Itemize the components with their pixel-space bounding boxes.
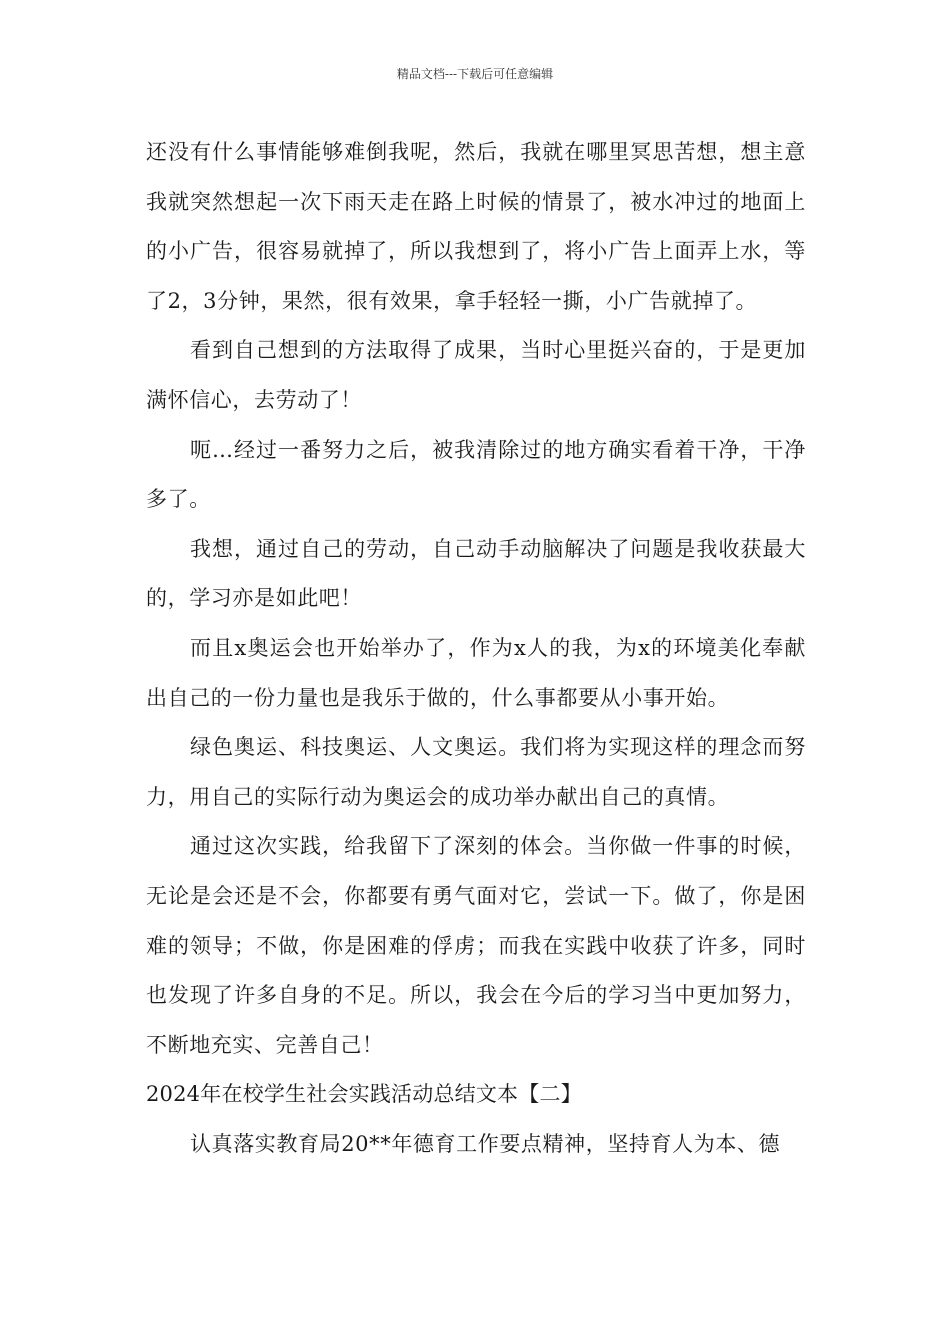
paragraph-4: 我想，通过自己的劳动，自己动手动脑解决了问题是我收获最大的，学习亦是如此吧！: [146, 536, 806, 611]
page-header: 精品文档---下载后可任意编辑: [396, 67, 554, 81]
paragraph-8: 认真落实教育局20**年德育工作要点精神，坚持育人为本、德: [190, 1131, 781, 1156]
document-body: [146, 128, 806, 1169]
section-heading: 2024年在校学生社会实践活动总结文本【二】: [146, 1082, 582, 1107]
paragraph-2: 看到自己想到的方法取得了成果，当时心里挺兴奋的，于是更加满怀信心，去劳动了！: [146, 338, 806, 412]
paragraph-6: 绿色奥运、科技奥运、人文奥运。我们将为实现这样的理念而努力，用自己的实际行动为奥运会的成功举办献出自己的真情。: [146, 735, 806, 809]
paragraph-5: 而且x奥运会也开始举办了，作为x人的我，为x的环境美化奉献出自己的一份力量也是我乐于做的，什么事都要从小事开始。: [146, 635, 806, 710]
paragraph-3: 呃…经过一番努力之后，被我清除过的地方确实看着干净，干净多了。: [146, 437, 806, 512]
paragraph-7: 通过这次实践，给我留下了深刻的体会。当你做一件事的时候，无论是会还是不会，你都要有勇气面对它，尝试一下。做了，你是困难的领导；不做，你是困难的俘虏；而我在实践中收获了许多，同时也发现了许多自身的不足。所以，我会在今后的学习当中更加努力，不断地充实、完善自己！: [146, 834, 806, 1057]
paragraph-1: 还没有什么事情能够难倒我呢，然后，我就在哪里冥思苦想，想主意我就突然想起一次下雨天走在路上时候的情景了，被水冲过的地面上的小广告，很容易就掉了，所以我想到了，将小广告上面弄上水，等了2，3分钟，果然，很有效果，拿手轻轻一撕，小广告就掉了。: [146, 140, 806, 313]
